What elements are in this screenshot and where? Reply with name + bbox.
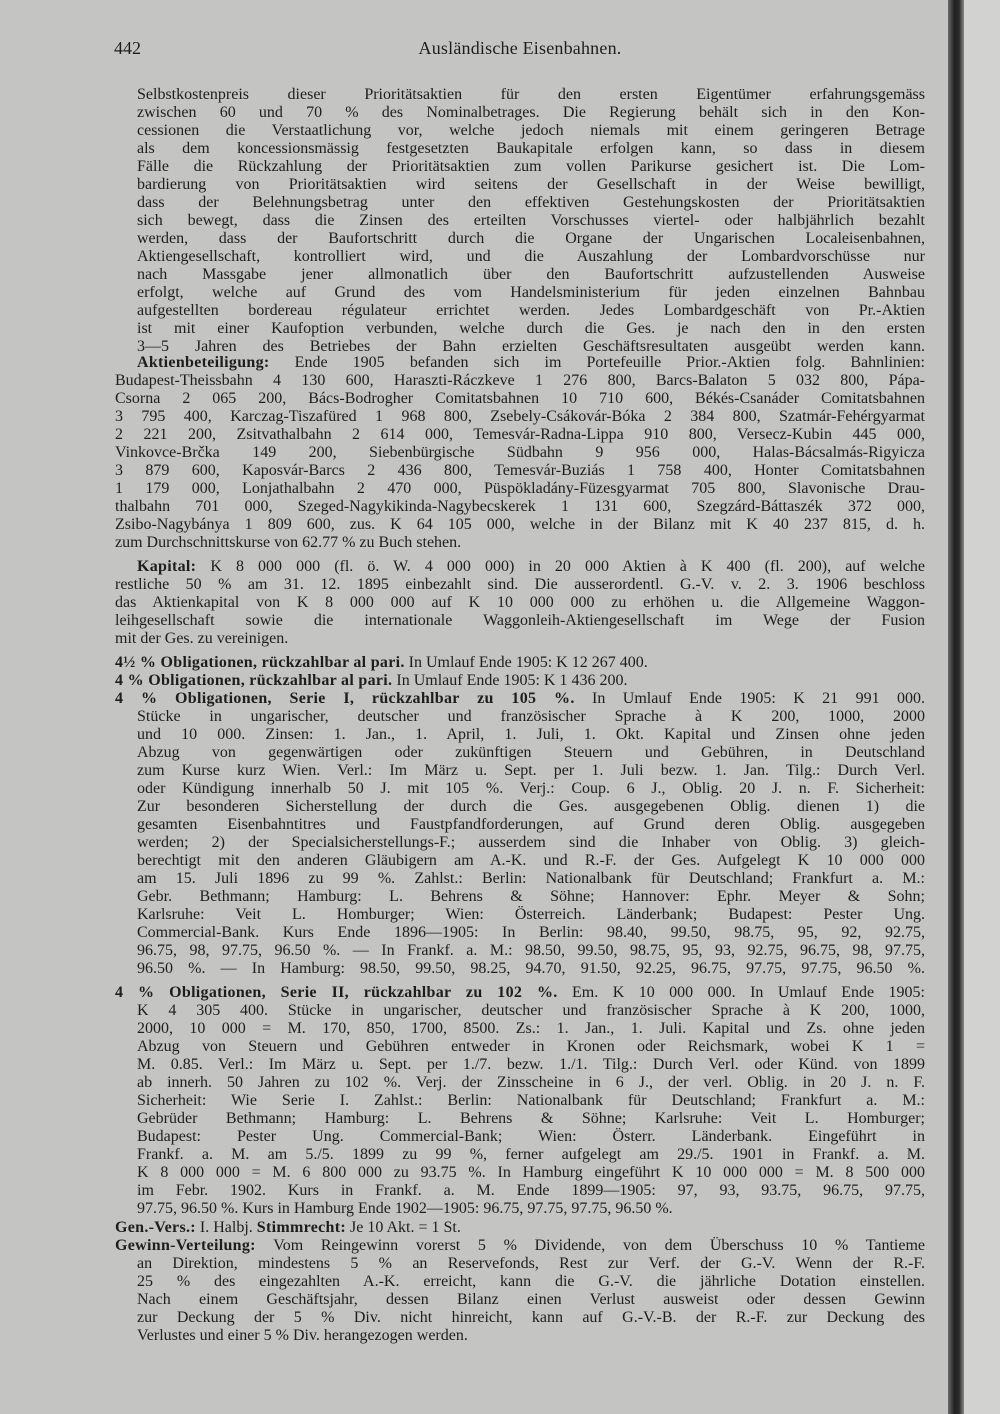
text-line: ab innerh. 50 Jahren zu 102 %. Verj. der Zinsscheine in 6 J., der verl. Oblig. in 20 J. n. F.: [137, 1074, 925, 1091]
text-line: Abzug von gegenwärtigen oder zukünftigen Steuern und Gebühren, in Deutschland: [137, 744, 925, 761]
text-line: Vinkovce-Brčka 149 200, Siebenbürgische Südbahn 9 956 000, Halas-Bácsalmás-Rigyicza: [115, 444, 925, 461]
text-line: Budapest: Pester Ung. Commercial-Bank; Wien: Österr. Länderbank. Eingeführt in: [137, 1128, 925, 1145]
text-line: 97.75, 96.50 %. Kurs in Hamburg Ende 1902—1905: 96.75, 97.75, 97.75, 96.50 %.: [137, 1200, 673, 1217]
adjacent-page-edge: [964, 0, 1000, 1414]
text-line: Karlsruhe: Veit L. Homburger; Wien: Österreich. Länderbank; Budapest: Pester Ung.: [137, 906, 925, 923]
section-heading: 4 % Obligationen, Serie I, rückzahlbar zu 105 %.: [115, 690, 575, 707]
text-line: zur Deckung der 5 % Div. nicht hinreicht, kann auf G.-V.-B. der R.-F. zur Deckung des: [137, 1309, 925, 1326]
text-line: 96.75, 98, 97.75, 96.50 %. — In Frankf. a. M.: 98.50, 99.50, 98.75, 95, 93, 92.75, 96.75, 98, 97.75,: [137, 942, 925, 959]
text-line: aufgestellten bordereau régulateur errichtet werden. Jedes Lombardgeschäft von Pr.-Aktien: [137, 302, 925, 319]
text-line: Verlustes und einer 5 % Div. herangezogen werden.: [137, 1327, 468, 1344]
text-line: zwischen 60 und 70 % des Nominalbetrages. Die Regierung behält sich in den Kon-: [137, 104, 925, 121]
text-line: [115, 672, 925, 690]
section-heading: 4 % Obligationen, Serie II, rückzahlbar zu 102 %.: [115, 984, 558, 1001]
text-line: Frankf. a. M. am 5./5. 1899 zu 99 %, ferner aufgelegt am 29./5. 1901 in Frankf. a. M.: [137, 1146, 925, 1163]
paragraph: [115, 558, 925, 648]
text-line: Stücke in ungarischer, deutscher und französischer Sprache à K 200, 1000, 2000: [137, 708, 925, 725]
text-line: werden; 2) der Specialsicherstellungs-F.; ausserdem sind die Inhaber von Oblig. 3) gleich-: [137, 834, 925, 851]
text-line: gesamten Eisenbahntitres und Faustpfandforderungen, auf Grund deren Oblig. ausgegeben: [137, 816, 925, 833]
text-run: Ende 1905 befanden sich im Portefeuille Prior.-Aktien folg. Bahnlinien:: [269, 354, 925, 371]
text-line: das Aktienkapital von K 8 000 000 auf K 10 000 000 zu erhöhen u. die Allgemeine Waggon-: [115, 594, 925, 611]
text-line: K 8 000 000 = M. 6 800 000 zu 93.75 %. In Hamburg eingeführt K 10 000 000 = M. 8 500 000: [137, 1164, 925, 1181]
text-line: erfolgt, welche auf Grund des vom Handelsministerium für jeden einzelnen Bahnbau: [137, 284, 925, 301]
text-run: Em. K 10 000 000. In Umlauf Ende 1905:: [557, 984, 925, 1001]
text-line: [115, 354, 925, 372]
text-line: und 10 000. Zinsen: 1. Jan., 1. April, 1. Juli, 1. Okt. Kapital und Zinsen ohne jeden: [137, 726, 925, 743]
paragraph: [115, 1237, 925, 1345]
text-line: als dem koncessionsmässig festgesetzten Baukapitale erfolgen kann, so dass in diesem: [137, 140, 925, 157]
text-line: zum Kurse kurz Wien. Verl.: Im März u. Sept. per 1. Juli bezw. 1. Jan. Tilg.: Durch Verl.: [137, 762, 925, 779]
text-line: Nach einem Geschäftsjahr, dessen Bilanz einen Verlust ausweist oder dessen Gewinn: [137, 1291, 925, 1308]
text-line: M. 0.85. Verl.: Im März u. Sept. per 1./7. bezw. 1./1. Tilg.: Durch Verl. oder Künd. von 1899: [137, 1056, 925, 1073]
text-line: im Febr. 1902. Kurs in Frankf. a. M. Ende 1899—1905: 97, 93, 93.75, 96.75, 97.75,: [137, 1182, 925, 1199]
text-line: bardierung von Prioritätsaktien wird seitens der Gesellschaft in der Weise bewilligt,: [137, 176, 925, 193]
text-line: Aktiengesellschaft, kontrolliert wird, und die Auszahlung der Lombardvorschüsse nur: [137, 248, 925, 265]
text-line: 1 179 000, Lonjathalbahn 2 470 000, Püspökladány-Füzesgyarmat 705 800, Slavonische Drau-: [115, 480, 925, 497]
text-run: In Umlauf Ende 1905: K 12 267 400.: [404, 654, 648, 671]
text-line: 3 879 600, Kaposvár-Barcs 2 436 800, Temesvár-Buziás 1 758 400, Honter Comitatsbahnen: [115, 462, 925, 479]
text-line: 96.50 %. — In Hamburg: 98.50, 99.50, 98.25, 94.70, 91.50, 92.25, 96.75, 97.75, 97.75, 96.50 %.: [137, 960, 925, 977]
text-line: werden, dass der Baufortschritt durch die Organe der Ungarischen Localeisenbahnen,: [137, 230, 925, 247]
section-heading: 4½ % Obligationen, rückzahlbar al pari.: [115, 654, 405, 671]
text-line: restliche 50 % am 31. 12. 1895 einbezahlt sind. Die ausserordentl. G.-V. v. 2. 3. 1906 beschloss: [115, 576, 925, 593]
text-line: Fälle die Rückzahlung der Prioritätsaktien zum vollen Parikurse gesichert ist. Die Lom-: [137, 158, 925, 175]
text-line: K 4 305 400. Stücke in ungarischer, deutscher und französischer Sprache à K 200, 1000,: [137, 1002, 925, 1019]
paragraph: [115, 354, 925, 552]
text-line: an Direktion, mindestens 5 % an Reservefonds, Rest zur Verf. der G.-V. Wenn der R.-F.: [137, 1255, 925, 1272]
text-line: [115, 1237, 925, 1255]
text-line: [115, 558, 925, 576]
text-line: 3 795 400, Karczag-Tiszafüred 1 968 800, Zsebely-Csákovár-Bóka 2 384 800, Szatmár-Fehérgyarmat: [115, 408, 925, 425]
section-heading: Gewinn-Verteilung:: [115, 1237, 256, 1254]
text-run: In Umlauf Ende 1905: K 21 991 000.: [574, 690, 925, 707]
text-line: oder Kündigung innerhalb 50 J. mit 105 %. Verj.: Coup. 6 J., Oblig. 20 J. n. F. Sicherheit:: [137, 780, 925, 797]
text-run: I. Halbj.: [195, 1219, 257, 1236]
text-line: berechtigt mit den anderen Gläubigern am A.-K. und R.-F. der Ges. Aufgelegt K 10 000 000: [137, 852, 925, 869]
body-text: [115, 86, 925, 1345]
text-line: thalbahn 701 000, Szeged-Nagykikinda-Nagybecskerek 1 131 600, Szegzárd-Báttaszék 372 000,: [115, 498, 925, 515]
running-title: Ausländische Eisenbahnen.: [418, 38, 622, 58]
text-line: 2 221 200, Zsitvathalbahn 2 614 000, Temesvár-Radna-Lippa 910 800, Versecz-Kubin 445 000,: [115, 426, 925, 443]
text-run: Vom Reingewinn vorerst 5 % Dividende, von dem Überschuss 10 % Tantieme: [255, 1237, 925, 1254]
text-line: am 15. Juli 1896 zu 99 %. Zahlst.: Berlin: Nationalbank für Deutschland; Frankfurt a. M.:: [137, 870, 925, 887]
text-line: [115, 984, 925, 1002]
text-line: [115, 1219, 925, 1237]
text-line: [115, 654, 925, 672]
text-line: dass der Belehnungsbetrag unter den effektiven Gestehungskosten der Prioritätsaktien: [137, 194, 925, 211]
text-line: Selbstkostenpreis dieser Prioritätsaktien für den ersten Eigentümer erfahrungsgemäss: [137, 86, 925, 103]
text-line: Abzug von Steuern und Gebühren entweder in Kronen oder Reichsmark, wobei K 1 =: [137, 1038, 925, 1055]
section-heading: Stimmrecht:: [256, 1219, 346, 1236]
text-line: nach Massgabe jener allmonatlich über den Baufortschritt aufzustellenden Ausweise: [137, 266, 925, 283]
text-run: In Umlauf Ende 1905: K 1 436 200.: [392, 672, 628, 689]
text-run: K 8 000 000 (fl. ö. W. 4 000 000) in 20 000 Aktien à K 400 (fl. 200), auf welche: [196, 558, 925, 575]
section-heading: Aktienbeteiligung:: [137, 354, 270, 371]
text-line: 3—5 Jahren des Betriebes der Bahn erzielten Geschäftsresultaten ausgeübt werden kann.: [137, 338, 925, 355]
page-number: 442: [114, 38, 141, 58]
paragraph: [115, 690, 925, 978]
text-line: 25 % des eingezahlten A.-K. erreicht, kann die G.-V. die jährliche Dotation einstellen.: [137, 1273, 925, 1290]
book-binding-shadow: [948, 0, 964, 1414]
text-run: Je 10 Akt. = 1 St.: [346, 1219, 461, 1236]
text-line: cessionen die Verstaatlichung vor, welche jedoch niemals mit einem geringeren Betrage: [137, 122, 925, 139]
text-line: zum Durchschnittskurse von 62.77 % zu Buch stehen.: [115, 534, 462, 551]
text-line: 2000, 10 000 = M. 170, 850, 1700, 8500. Zs.: 1. Jan., 1. Juli. Kapital und Zs. ohne jeden: [137, 1020, 925, 1037]
text-line: Sicherheit: Wie Serie I. Zahlst.: Berlin: Nationalbank für Deutschland; Frankfurt a. M.:: [137, 1092, 925, 1109]
text-line: Csorna 2 065 200, Bács-Bodrogher Comitatsbahnen 10 710 600, Békés-Csanáder Comitatsbahnen: [115, 390, 925, 407]
text-line: Gebr. Bethmann; Hamburg: L. Behrens & Söhne; Hannover: Ephr. Meyer & Sohn;: [137, 888, 925, 905]
text-line: Zur besonderen Sicherstellung der durch die Ges. ausgegebenen Oblig. dienen 1) die: [137, 798, 925, 815]
section-heading: 4 % Obligationen, rückzahlbar al pari.: [115, 672, 393, 689]
text-line: sich bewegt, dass die Zinsen des erteilten Vorschusses viertel- oder halbjährlich bezahlt: [137, 212, 925, 229]
paragraph: [115, 86, 925, 356]
paragraph: [115, 1219, 925, 1237]
text-line: leihgesellschaft sowie die internationale Waggonleih-Aktiengesellschaft im Wege der Fusion: [115, 612, 925, 629]
text-line: Budapest-Theissbahn 4 130 600, Haraszti-Ráczkeve 1 276 800, Barcs-Balaton 5 032 800, Pápa-: [115, 372, 925, 389]
section-heading: Kapital:: [137, 558, 197, 575]
paragraph: [115, 672, 925, 690]
text-line: Commercial-Bank. Kurs Ende 1896—1905: In Berlin: 98.40, 99.50, 98.75, 95, 92, 92.75,: [137, 924, 925, 941]
text-line: Gebrüder Bethmann; Hamburg: L. Behrens & Söhne; Karlsruhe: Veit L. Homburger;: [137, 1110, 925, 1127]
paragraph: [115, 654, 925, 672]
text-line: Zsibo-Nagybánya 1 809 600, zus. K 64 105 000, welche in der Bilanz mit K 40 237 815, d. h.: [115, 516, 925, 533]
text-line: mit der Ges. zu vereinigen.: [115, 630, 289, 647]
section-heading: Gen.-Vers.:: [115, 1219, 196, 1236]
text-line: ist mit einer Kaufoption verbunden, welche durch die Ges. je nach den in den ersten: [137, 320, 925, 337]
paragraph: [115, 984, 925, 1218]
text-line: [115, 690, 925, 708]
